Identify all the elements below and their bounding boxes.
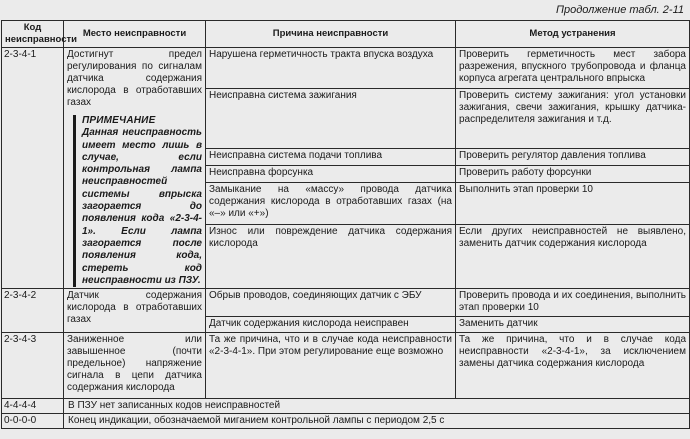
fault-code: 2-3-4-1: [2, 48, 64, 289]
fault-description: Конец индикации, обозначаемой миганием контрольной лампы с периодом 2,5 с: [64, 414, 690, 429]
note-text: Данная неисправность имеет место лишь в случае, если контрольная лампа неисправностей системы впрыска загорается до появления кода «2-3-4-1». Если лампа загорается после появления кода, стереть код неисправности из ПЗУ.: [82, 127, 202, 286]
table-row: [2, 399, 690, 414]
fault-location: [64, 48, 206, 289]
header-location: Место неисправности: [64, 21, 206, 48]
fault-code: 2-3-4-2: [2, 289, 64, 333]
method-cell: Проверить работу форсунки: [456, 165, 690, 182]
note-title: ПРИМЕЧАНИЕ: [82, 115, 156, 126]
location-text: Достигнут предел регулирования по сигналам датчика содержания кислорода в отработавших газах: [67, 49, 202, 108]
cause-cell: Неисправна форсунка: [206, 165, 456, 182]
cause-cell: Датчик содержания кислорода неисправен: [206, 317, 456, 333]
fault-code-table: [1, 20, 690, 429]
fault-code: 2-3-4-3: [2, 333, 64, 399]
method-cell: Проверить регулятор давления топлива: [456, 148, 690, 165]
method-cell: Проверить систему зажигания: угол установки зажигания, свечи зажигания, крышку датчика-распределителя зажигания и т.д.: [456, 89, 690, 148]
cause-cell: Неисправна система подачи топлива: [206, 148, 456, 165]
header-cause: Причина неисправности: [206, 21, 456, 48]
cause-cell: Нарушена герметичность тракта впуска воздуха: [206, 48, 456, 89]
method-cell: Заменить датчик: [456, 317, 690, 333]
table-row: [2, 333, 690, 399]
header-code: Код неисправности: [2, 21, 64, 48]
header-row: [2, 21, 690, 48]
fault-code: 0-0-0-0: [2, 414, 64, 429]
method-cell: Та же причина, что и в случае кода неисправности «2-3-4-1», за исключением замены датчика содержания кислорода: [456, 333, 690, 399]
note-box: [73, 115, 202, 287]
cause-cell: Износ или повреждение датчика содержания кислорода: [206, 225, 456, 289]
method-cell: Проверить герметичность мест забора разрежения, впускного трубопровода и фланца корпуса агрегата центрального впрыска: [456, 48, 690, 89]
fault-location: Заниженное или завышенное (почти предельное) напряжение сигнала в цепи датчика содержания кислорода: [64, 333, 206, 399]
cause-cell: Обрыв проводов, соединяющих датчик с ЭБУ: [206, 289, 456, 317]
method-cell: Если других неисправностей не выявлено, заменить датчик содержания кислорода: [456, 225, 690, 289]
cause-cell: Та же причина, что и в случае кода неисправности «2-3-4-1». При этом регулирование еще возможно: [206, 333, 456, 399]
method-cell: Выполнить этап проверки 10: [456, 182, 690, 224]
cause-cell: Неисправна система зажигания: [206, 89, 456, 148]
method-cell: Проверить провода и их соединения, выполнить этап проверки 10: [456, 289, 690, 317]
table-caption: Продолжение табл. 2-11: [555, 4, 684, 16]
fault-code: 4-4-4-4: [2, 399, 64, 414]
table-row: [2, 48, 690, 89]
fault-description: В ПЗУ нет записанных кодов неисправностей: [64, 399, 690, 414]
table-row: [2, 414, 690, 429]
fault-location: Датчик содержания кислорода в отработавших газах: [64, 289, 206, 333]
table-row: [2, 289, 690, 317]
cause-cell: Замыкание на «массу» провода датчика содержания кислорода в отработавших газах (на «–» или «+»): [206, 182, 456, 224]
header-method: Метод устранения: [456, 21, 690, 48]
